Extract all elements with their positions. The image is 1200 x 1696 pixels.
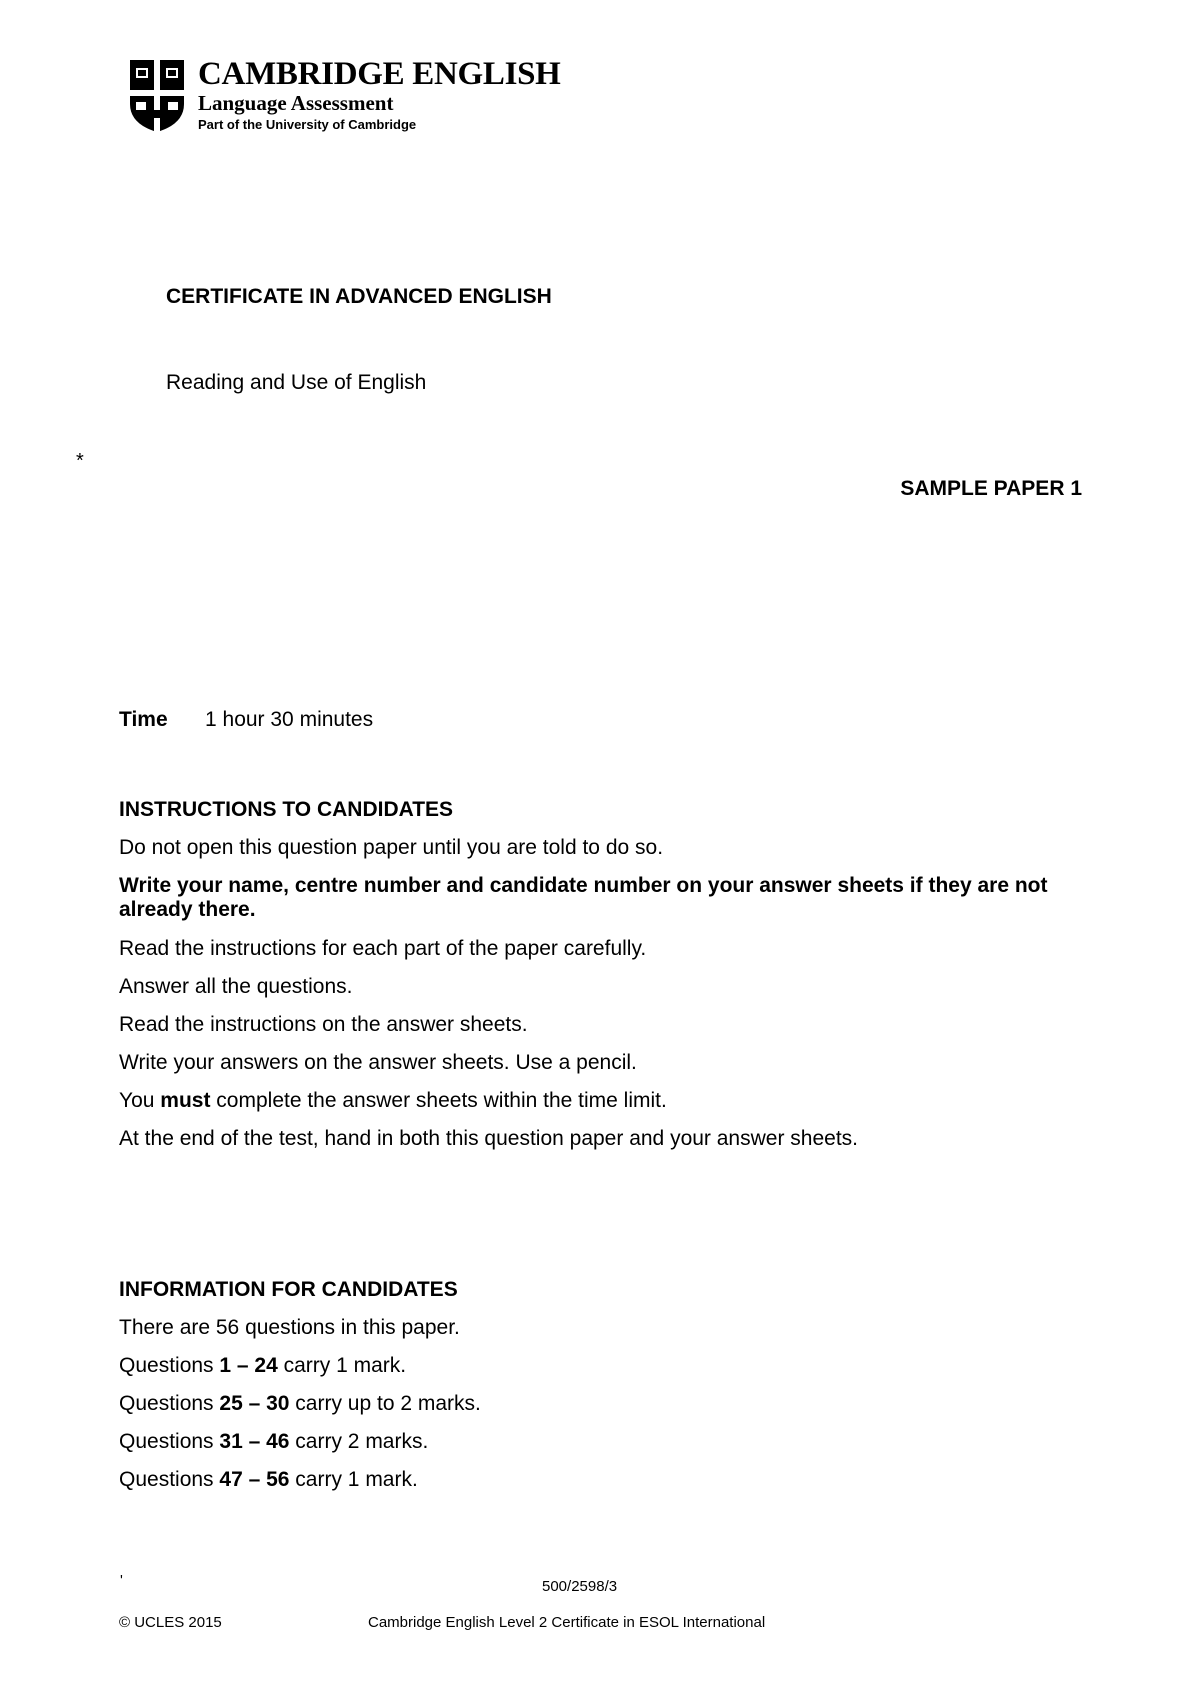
footer-tick: ' bbox=[120, 1572, 123, 1589]
paper-name: Reading and Use of English bbox=[166, 371, 427, 394]
question-marks-row bbox=[119, 1468, 418, 1492]
instruction-bold-line: Write your name, centre number and candidate number on your answer sheets if they are not already there. bbox=[119, 874, 1048, 921]
question-marks-row bbox=[119, 1392, 481, 1416]
question-range: 47 – 56 bbox=[219, 1468, 290, 1491]
exam-title: CERTIFICATE IN ADVANCED ENGLISH bbox=[166, 285, 552, 308]
instruction-text: complete the answer sheets within the time limit. bbox=[210, 1089, 667, 1112]
question-marks-row bbox=[119, 1430, 428, 1454]
instructions-heading: INSTRUCTIONS TO CANDIDATES bbox=[119, 798, 454, 821]
marker-asterisk: * bbox=[76, 450, 84, 472]
question-range: 31 – 46 bbox=[219, 1430, 290, 1453]
question-marks: carry 2 marks. bbox=[289, 1430, 429, 1453]
instruction-line: Read the instructions for each part of the paper carefully. bbox=[119, 937, 647, 960]
footer-qualification: Cambridge English Level 2 Certificate in ESOL International bbox=[368, 1614, 766, 1631]
instruction-line: Write your answers on the answer sheets. Use a pencil. bbox=[119, 1051, 637, 1074]
question-marks-row bbox=[119, 1354, 406, 1378]
instruction-line bbox=[119, 1089, 667, 1113]
question-marks: carry 1 mark. bbox=[289, 1468, 418, 1491]
instruction-line: At the end of the test, hand in both this question paper and your answer sheets. bbox=[119, 1127, 858, 1150]
instruction-line: Do not open this question paper until you are told to do so. bbox=[119, 836, 664, 859]
footer-paper-code: 500/2598/3 bbox=[542, 1578, 618, 1595]
logo-part-of: Part of the University of Cambridge bbox=[198, 117, 417, 132]
instruction-emphasis: must bbox=[160, 1089, 211, 1112]
logo-title: CAMBRIDGE ENGLISH bbox=[198, 56, 561, 92]
instruction-line: Answer all the questions. bbox=[119, 975, 353, 998]
question-prefix: Questions bbox=[119, 1392, 220, 1415]
question-marks: carry 1 mark. bbox=[277, 1354, 407, 1377]
instruction-text: You bbox=[119, 1089, 161, 1112]
sample-paper-label: SAMPLE PAPER 1 bbox=[900, 477, 1082, 500]
time-label: Time bbox=[119, 708, 168, 731]
footer-copyright: © UCLES 2015 bbox=[119, 1614, 222, 1631]
question-marks: carry up to 2 marks. bbox=[289, 1392, 481, 1415]
instruction-line: Read the instructions on the answer sheets. bbox=[119, 1013, 528, 1036]
question-prefix: Questions bbox=[119, 1430, 220, 1453]
question-prefix: Questions bbox=[119, 1354, 220, 1377]
question-prefix: Questions bbox=[119, 1468, 220, 1491]
question-range: 25 – 30 bbox=[219, 1392, 290, 1415]
question-range: 1 – 24 bbox=[219, 1354, 278, 1377]
cambridge-english-logo bbox=[128, 58, 588, 138]
information-intro: There are 56 questions in this paper. bbox=[119, 1316, 460, 1339]
cambridge-crest-icon bbox=[128, 58, 186, 134]
time-value: 1 hour 30 minutes bbox=[205, 708, 374, 731]
information-heading: INFORMATION FOR CANDIDATES bbox=[119, 1278, 458, 1301]
logo-subtitle: Language Assessment bbox=[198, 91, 394, 115]
